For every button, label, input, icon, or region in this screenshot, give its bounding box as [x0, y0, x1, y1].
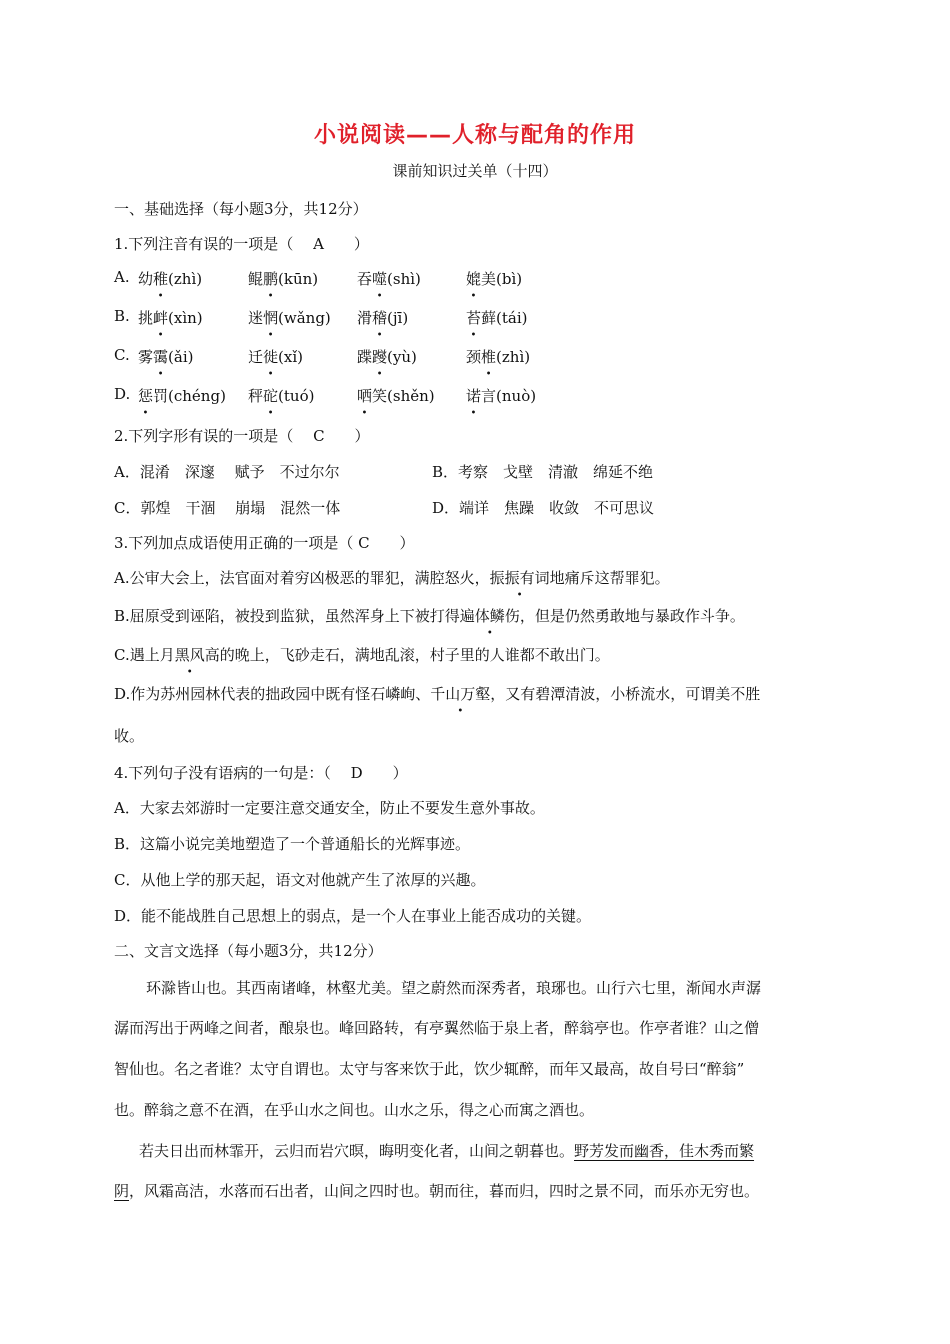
q3-option-d-cont: 收。 — [114, 727, 145, 745]
q2-option-b: B．考察 戈壁 清澈 绵延不绝 — [432, 463, 654, 481]
q4-option-d: D．能不能战胜自己思想上的弱点，是一个人在事业上能否成功的关键。 — [114, 907, 592, 925]
underlined-sentence: 野芳发而幽香，佳木秀而繁 — [574, 1142, 755, 1160]
page-subtitle: 课前知识过关单（十四） — [392, 162, 558, 180]
q2-option-d: D．端详 焦躁 收敛 不可思议 — [432, 499, 655, 517]
section1-heading: 一、基础选择（每小题3分，共12分） — [114, 200, 368, 218]
q1-stem: 1.下列注音有误的一项是（ A ） — [114, 235, 369, 253]
q2-option-c: C．郭煌 干涸 崩塌 混然一体 — [114, 499, 341, 517]
q2-stem: 2.下列字形有误的一项是（ C ） — [114, 427, 370, 445]
document-page: 小说阅读——人称与配角的作用 课前知识过关单（十四） 一、基础选择（每小题3分，共12分） 1.下列注音有误的一项是（ A ） A. 幼稚(zhì) 鲲鹏(kūn) 吞噬(shì) 媲美(bì) B. 挑衅(xìn) 迷惘(wǎng) 滑稽(jī) 苔藓(tái) C. 雾霭(ǎi) 迁徙(xǐ) 蹀躞(yù) 颈椎(zhì) D. 惩罚(chéng) 秤砣(tuó) 哂笑(shěn) 诺言(nuò) 2.下列字形有误的一项是（ C ） A．混淆 深邃 赋予 不过尔尔 B．考察 戈壁 清澈 绵延不绝 C．郭煌 干涸 崩塌 混然一体 D．端详 焦躁 收敛 不可思议 3.下列加点成语使用正确的一项是（ C ） A.公审大会上，法官面对着穷凶极恶的罪犯，满腔怒火，振振有词地痛斥这帮罪犯。 B.屈原受到诬陷，被投到监狱，虽然浑身上下被打得遍体鳞伤，但是仍然勇敢地与暴政作斗争。 C.遇上月黑风高的晚上，飞砂走石，满地乱滚，村子里的人谁都不敢出门。 D.作为苏州园林代表的拙政园中既有怪石嶙峋、千山万壑，又有碧潭清波，小桥流水，可谓美不胜 收。 4.下列句子没有语病的一句是：（ D ） A．大家去郊游时一定要注意交通安全，防止不要发生意外事故。 B．这篇小说完美地塑造了一个普通船长的光辉事迹。 C．从他上学的那天起，语文对他就产生了浓厚的兴趣。 D．能不能战胜自己思想上的弱点，是一个人在事业上能否成功的关键。 二、文言文选择（每小题3分，共12分） 环滁皆山也。其西南诸峰，林壑尤美。望之蔚然而深秀者，琅琊也。山行六七里，渐闻水声潺 潺而泻出于两峰之间者，酿泉也。峰回路转，有亭翼然临于泉上者，醉翁亭也。作亭者谁？山之僧 智仙也。名之者谁？太守自谓也。太守与客来饮于此，饮少辄醉，而年又最高，故自号曰“醉翁” 也。醉翁之意不在酒，在乎山水之间也。山水之乐，得之心而寓之酒也。 若夫日出而林霏开，云归而岩穴暝，晦明变化者，山间之朝暮也。野芳发而幽香，佳木秀而繁 阴，风霜高洁，水落而石出者，山间之四时也。朝而往，暮而归，四时之景不同，而乐亦无穷也。 — [0, 0, 950, 1344]
q3-option-c: C.遇上月黑风高的晚上，飞砂走石，满地乱滚，村子里的人谁都不敢出门。 — [114, 646, 610, 664]
q4-stem: 4.下列句子没有语病的一句是：（ D ） — [114, 764, 408, 782]
q3-stem: 3.下列加点成语使用正确的一项是（ C ） — [114, 534, 415, 552]
q2-option-a: A．混淆 深邃 赋予 不过尔尔 — [114, 463, 340, 481]
page-title: 小说阅读——人称与配角的作用 — [313, 123, 636, 148]
q4-option-b: B．这篇小说完美地塑造了一个普通船长的光辉事迹。 — [114, 835, 471, 853]
q4-option-c: C．从他上学的那天起，语文对他就产生了浓厚的兴趣。 — [114, 871, 486, 889]
q3-option-d: D.作为苏州园林代表的拙政园中既有怪石嶙峋、千山万壑，又有碧潭清波，小桥流水，可谓美不胜 — [114, 685, 761, 703]
q3-option-b: B.屈原受到诬陷，被投到监狱，虽然浑身上下被打得遍体鳞伤，但是仍然勇敢地与暴政作斗争。 — [114, 607, 745, 625]
q4-option-a: A．大家去郊游时一定要注意交通安全，防止不要发生意外事故。 — [114, 799, 545, 817]
section2-heading: 二、文言文选择（每小题3分，共12分） — [114, 942, 383, 960]
q3-option-a: A.公审大会上，法官面对着穷凶极恶的罪犯，满腔怒火，振振有词地痛斥这帮罪犯。 — [114, 569, 670, 587]
